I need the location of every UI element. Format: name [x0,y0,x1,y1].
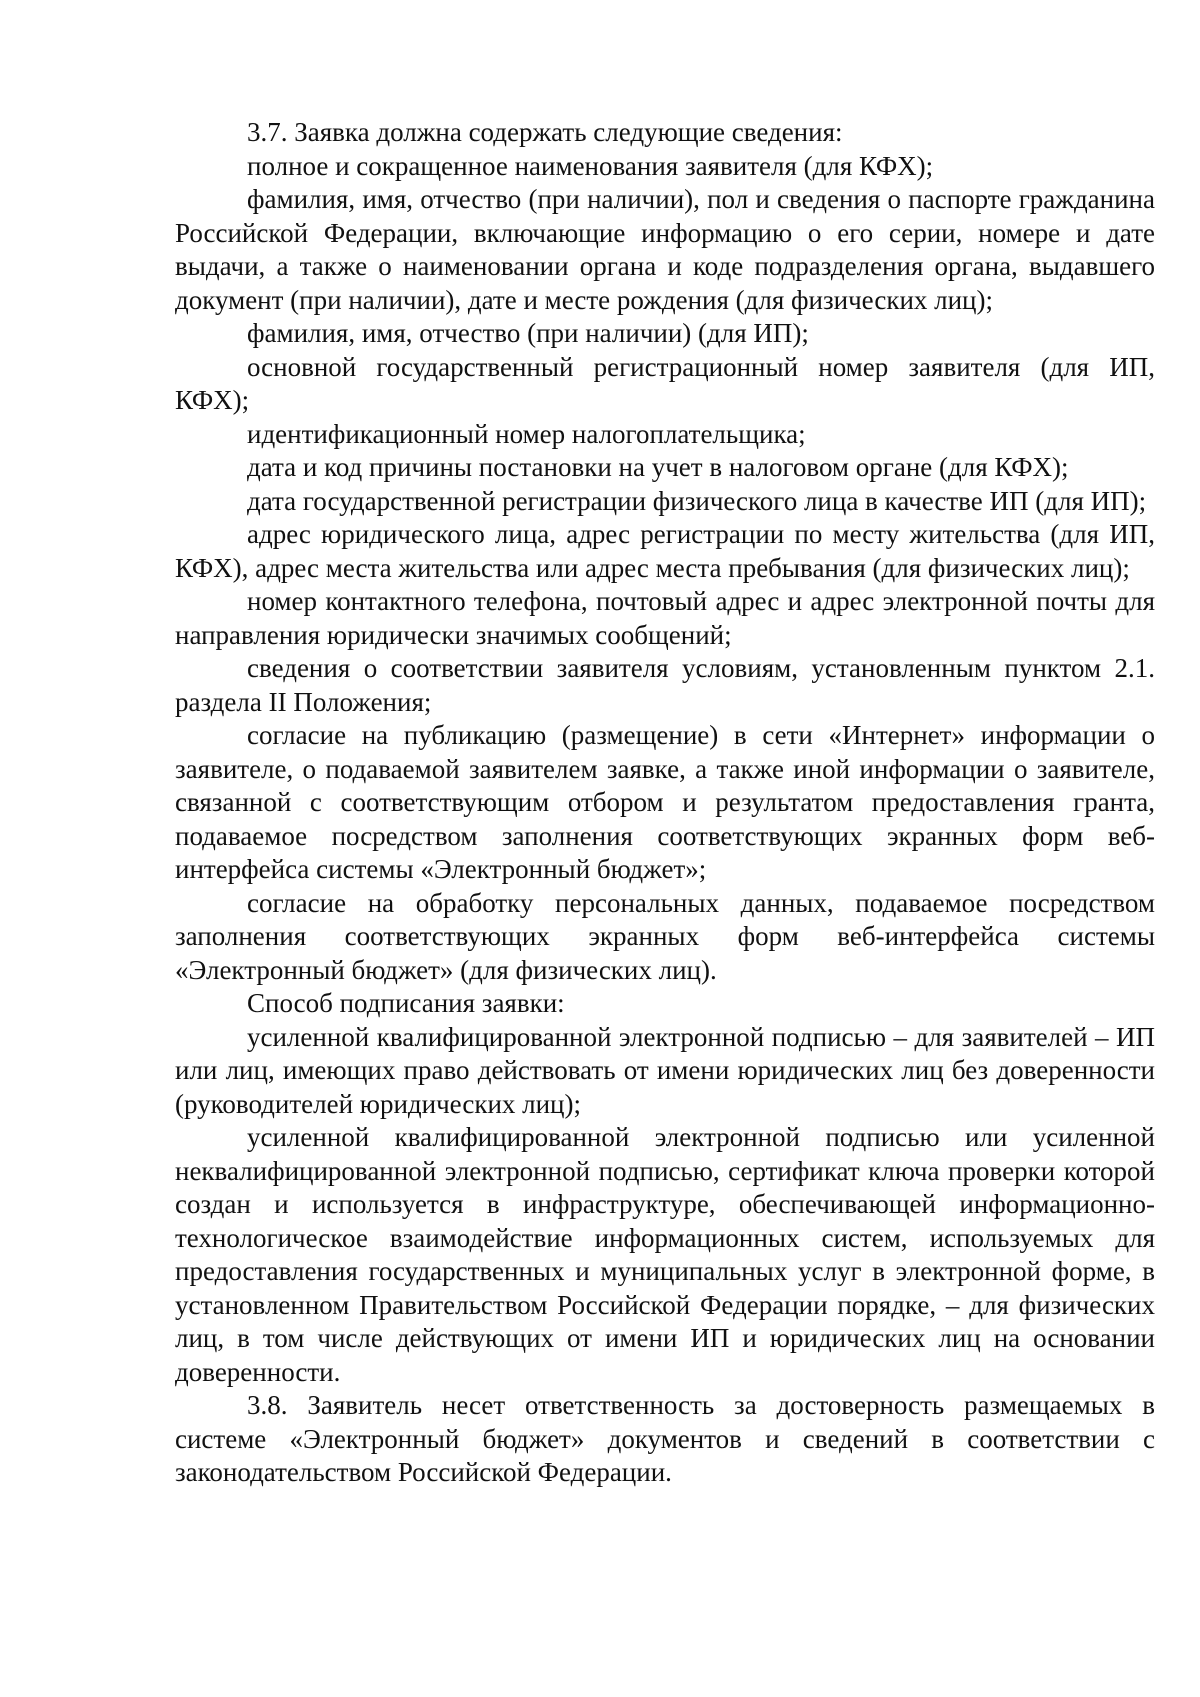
paragraph-ogrn: основной государственный регистрационный номер заявителя (для ИП, КФХ); [175,351,1155,415]
paragraph-qualified-signature: усиленной квалифицированной электронной подписью – для заявителей – ИП или лиц, имеющих право действовать от имени юридических лиц без доверенности (руководителей юридических лиц); [175,1021,1155,1119]
paragraph-full-short-name: полное и сокращенное наименования заявителя (для КФХ); [247,150,934,181]
paragraph-unqualified-signature: усиленной квалифицированной электронной подписью или усиленной неквалифицированной электронной подписью, сертификат ключа проверки которой создан и используется в инфраструктуре, обеспечивающей информационно-технологическое взаимодействие информационных систем, используемых для предоставления государственных и муниципальных услуг в электронной форме, в установленном Правительством Российской Федерации порядке, – для физических лиц, в том числе действующих от имени ИП и юридических лиц на основании доверенности. [175,1122,1155,1387]
paragraph-signing-method: Способ подписания заявки: [247,988,565,1018]
paragraph-personal-data-consent: согласие на обработку персональных данных, подаваемое посредством заполнения соответствующих экранных форм веб-интерфейса системы «Электронный бюджет» (для физических лиц). [175,887,1155,985]
paragraph-contacts: номер контактного телефона, почтовый адрес и адрес электронной почты для направления юридически значимых сообщений; [175,586,1155,650]
paragraph-passport-info: фамилия, имя, отчество (при наличии), пол и сведения о паспорте гражданина Российской Федерации, включающие информацию о его серии, номере и дате выдачи, а также о наименовании органа и коде подразделения органа, выдавшего документ (при наличии), дате и месте рождения (для физических лиц); [175,184,1155,315]
document-body [175,116,1155,1490]
paragraph-kpp: дата и код причины постановки на учет в налоговом органе (для КФХ); [247,452,1069,482]
paragraph-address: адрес юридического лица, адрес регистрации по месту жительства (для ИП, КФХ), адрес места жительства или адрес места пребывания (для физических лиц); [175,519,1155,583]
paragraph-3-7-heading: 3.7. Заявка должна содержать следующие сведения: [247,117,843,147]
paragraph-conditions: сведения о соответствии заявителя условиям, установленным пунктом 2.1. раздела II Положения; [175,653,1155,717]
paragraph-registration-date: дата государственной регистрации физического лица в качестве ИП (для ИП); [247,485,1147,516]
paragraph-fio-ip: фамилия, имя, отчество (при наличии) (для ИП); [247,318,809,348]
paragraph-publication-consent: согласие на публикацию (размещение) в сети «Интернет» информации о заявителе, о подаваемой заявителем заявке, а также иной информации о заявителе, связанной с соответствующим отбором и результатом предоставления гранта, подаваемое посредством заполнения соответствующих экранных форм веб-интерфейса системы «Электронный бюджет»; [175,720,1155,884]
paragraph-3-8-responsibility: 3.8. Заявитель несет ответственность за достоверность размещаемых в системе «Электронный бюджет» документов и сведений в соответствии с законодательством Российской Федерации. [175,1390,1155,1487]
paragraph-inn: идентификационный номер налогоплательщика; [247,418,806,449]
